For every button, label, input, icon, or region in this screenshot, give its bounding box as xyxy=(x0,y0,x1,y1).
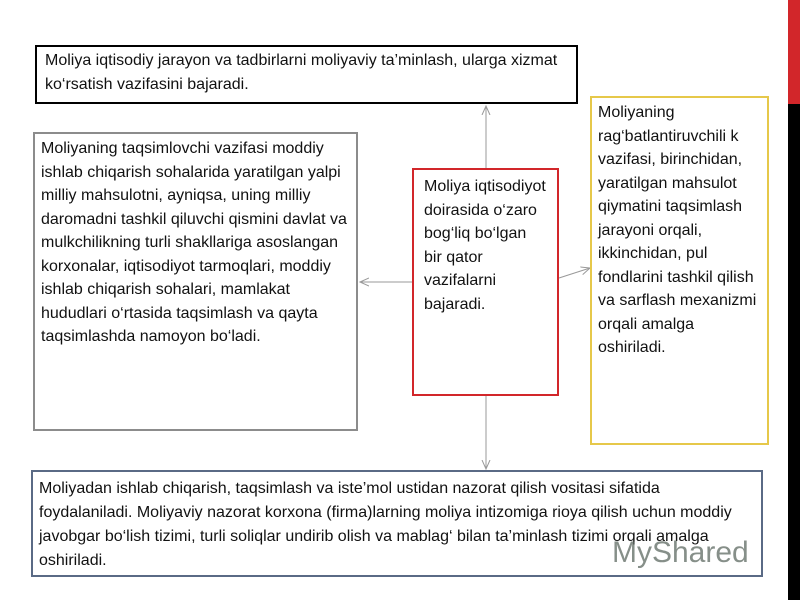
top-function-box: Moliya iqtisodiy jarayon va tadbirlarni moliyaviy ta’minlash, ularga xizmat ko‘rsatish vazifasini bajaradi. xyxy=(35,45,578,104)
central-concept-box: Moliya iqtisodiyot doirasida o‘zaro bog‘liq bo‘lgan bir qator vazifalarni bajaradi. xyxy=(412,168,559,396)
distributive-function-box: Moliyaning taqsimlovchi vazifasi moddiy ishlab chiqarish sohalarida yaratilgan yalpi milliy mahsulotni, ayniqsa, uning milliy daromadni tashkil qiluvchi qismini davlat va mulkchilikning turli shakllariga asoslangan korxonalar, iqtisodiyot tarmoqlari, moddiy ishlab chiqarish sohalari, mamlakat hududlari o‘rtasida taqsimlash va qayta taqsimlashda namoyon bo‘ladi. xyxy=(33,132,358,431)
control-function-box: Moliyadan ishlab chiqarish, taqsimlash va iste’mol ustidan nazorat qilish vositasi sifatida foydalaniladi. Moliyaviy nazorat korxona (firma)larning moliya intizomiga rioya qilish uchun moddiy javobgar bo‘lish tizimi, turli soliqlar undirib olish va mablag‘ bilan ta’minlash tizimi orqali amalga oshiriladi. xyxy=(31,470,763,577)
watermark-logo: MyShared xyxy=(612,536,749,569)
stimulating-function-box: Moliyaning rag‘batlantiruvchili k vazifasi, birinchidan, yaratilgan mahsulot qiymatini taqsimlash jarayoni orqali, ikkinchidan, pul fondlarini tashkil qilish va sarflash mexanizmi orqali amalga oshiriladi. xyxy=(590,96,769,445)
arrow-right xyxy=(559,268,590,278)
